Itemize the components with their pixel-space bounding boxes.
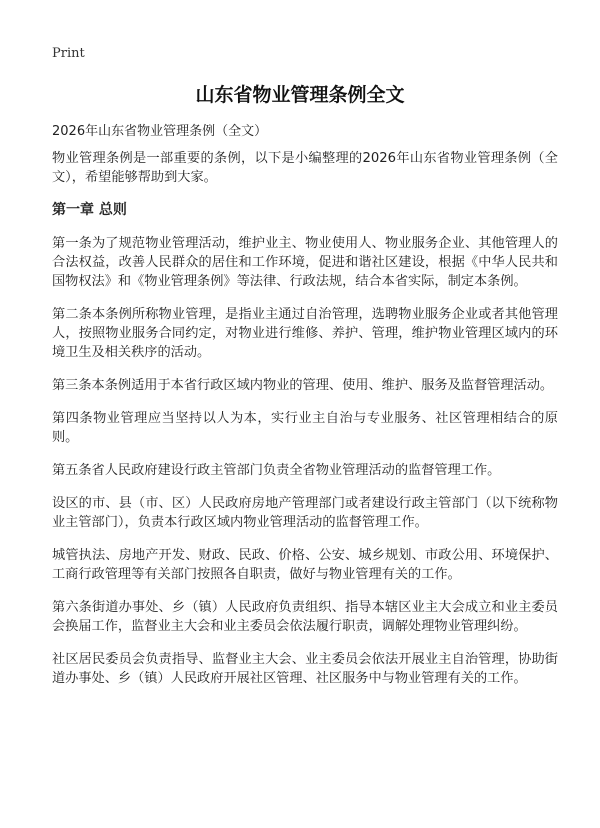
chapter-heading: 第一章 总则 <box>52 202 127 218</box>
article-paragraph: 城管执法、房地产开发、财政、民政、价格、公安、城乡规划、市政公用、环境保护、工商行政管理等有关部门按照各自职责，做好与物业管理有关的工作。 <box>52 548 558 582</box>
article-paragraph: 第三条本条例适用于本省行政区域内物业的管理、使用、维护、服务及监督管理活动。 <box>52 378 554 393</box>
print-link[interactable]: Print <box>52 46 85 61</box>
article-paragraph: 第四条物业管理应当坚持以人为本，实行业主自治与专业服务、社区管理相结合的原则。 <box>52 411 558 445</box>
subtitle: 2026年山东省物业管理条例（全文） <box>52 124 268 139</box>
article-body <box>52 149 558 702</box>
article-paragraph: 设区的市、县（市、区）人民政府房地产管理部门或者建设行政主管部门（以下统称物业主管部门），负责本行政区域内物业管理活动的监督管理工作。 <box>52 496 558 530</box>
intro-paragraph: 物业管理条例是一部重要的条例，以下是小编整理的2026年山东省物业管理条例（全文），希望能够帮助到大家。 <box>52 151 558 185</box>
article-paragraph: 第一条为了规范物业管理活动，维护业主、物业使用人、物业服务企业、其他管理人的合法权益，改善人民群众的居住和工作环境，促进和谐社区建设，根据《中华人民共和国物权法》和《物业管理条例》等法律、行政法规，结合本省实际，制定本条例。 <box>52 236 558 289</box>
article-paragraph: 第六条街道办事处、乡（镇）人民政府负责组织、指导本辖区业主大会成立和业主委员会换届工作，监督业主大会和业主委员会依法履行职责，调解处理物业管理纠纷。 <box>52 600 558 634</box>
article-paragraph: 社区居民委员会负责指导、监督业主大会、业主委员会依法开展业主自治管理，协助街道办事处、乡（镇）人民政府开展社区管理、社区服务中与物业管理有关的工作。 <box>52 652 558 686</box>
page-title: 山东省物业管理条例全文 <box>195 84 405 106</box>
article-paragraph: 第五条省人民政府建设行政主管部门负责全省物业管理活动的监督管理工作。 <box>52 463 501 478</box>
article-paragraph: 第二条本条例所称物业管理，是指业主通过自治管理，选聘物业服务企业或者其他管理人，按照物业服务合同约定，对物业进行维修、养护、管理，维护物业管理区域内的环境卫生及相关秩序的活动。 <box>52 307 558 360</box>
